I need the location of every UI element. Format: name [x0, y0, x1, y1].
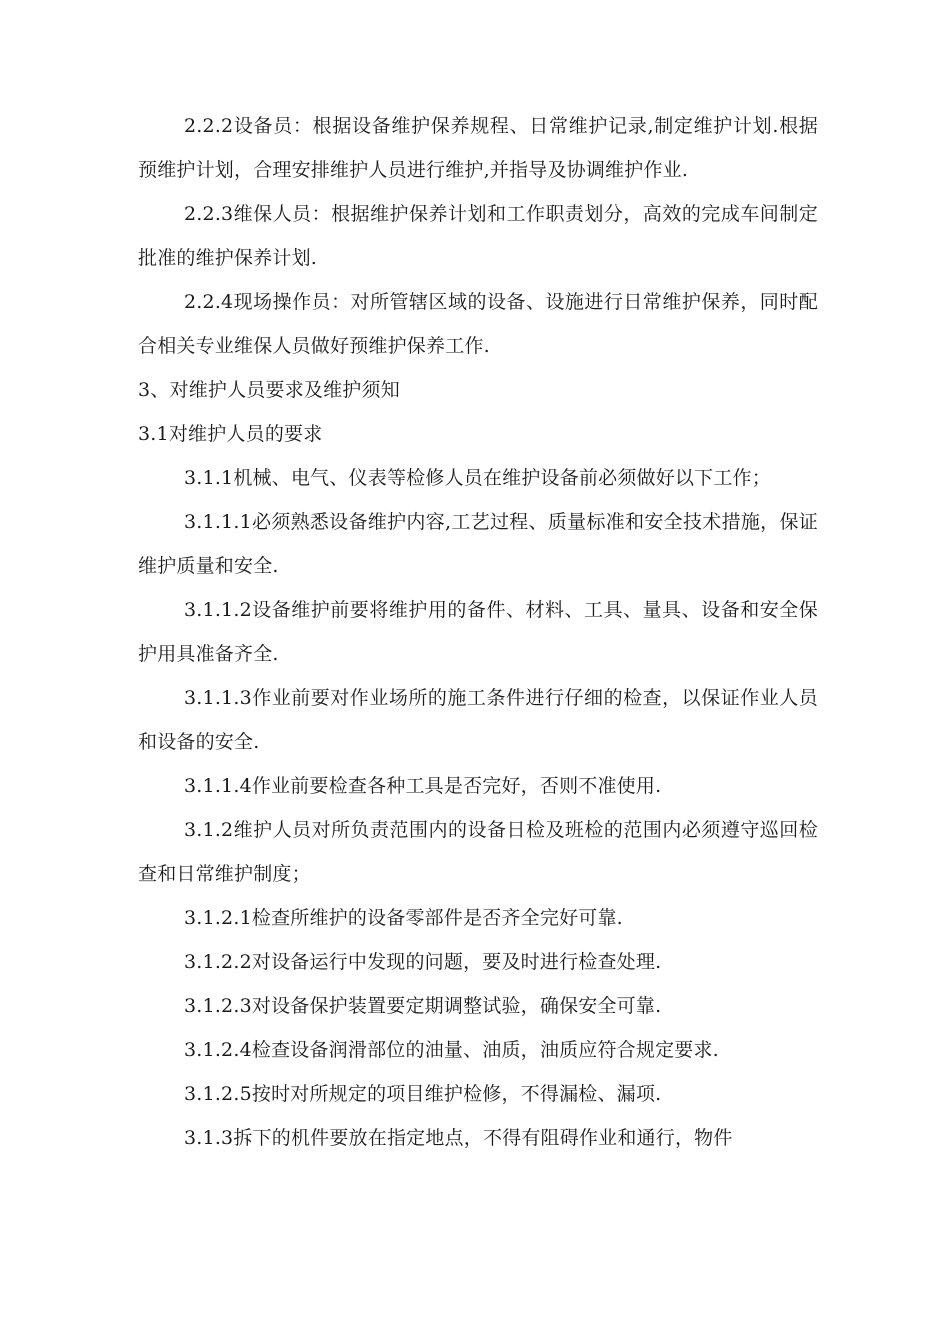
heading-section-3-1: 3.1对维护人员的要求: [138, 423, 323, 445]
document-body: [138, 104, 818, 1160]
paragraph-3-1-2: 3.1.2维护人员对所负责范围内的设备日检及班检的范围内必须遵守巡回检查和日常维护制度；: [138, 819, 818, 885]
paragraph-3-1-1-2: 3.1.1.2设备维护前要将维护用的备件、材料、工具、量具、设备和安全保护用具准备齐全.: [138, 599, 818, 665]
paragraph-3-1-1: 3.1.1机械、电气、仪表等检修人员在维护设备前必须做好以下工作；: [184, 467, 771, 489]
paragraph-3-1-2-3: 3.1.2.3对设备保护装置要定期调整试验，确保安全可靠.: [184, 995, 662, 1017]
paragraph-3-1-1-3: 3.1.1.3作业前要对作业场所的施工条件进行仔细的检查，以保证作业人员和设备的安全.: [138, 687, 818, 753]
heading-section-3: 3、对维护人员要求及维护须知: [138, 379, 400, 401]
paragraph-2-2-2: 2.2.2设备员：根据设备维护保养规程、日常维护记录,制定维护计划.根据预维护计划，合理安排维护人员进行维护,并指导及协调维护作业.: [138, 115, 819, 181]
paragraph-2-2-3: 2.2.3维保人员：根据维护保养计划和工作职责划分，高效的完成车间制定批准的维护保养计划.: [138, 203, 818, 269]
paragraph-3-1-2-4: 3.1.2.4检查设备润滑部位的油量、油质，油质应符合规定要求.: [184, 1039, 719, 1061]
paragraph-3-1-2-5: 3.1.2.5按时对所规定的项目维护检修，不得漏检、漏项.: [184, 1083, 662, 1105]
paragraph-3-1-3: 3.1.3拆下的机件要放在指定地点，不得有阻碍作业和通行，物件: [184, 1127, 733, 1149]
paragraph-3-1-2-1: 3.1.2.1检查所维护的设备零部件是否齐全完好可靠.: [184, 907, 623, 929]
paragraph-3-1-1-4: 3.1.1.4作业前要检查各种工具是否完好，否则不准使用.: [184, 775, 662, 797]
paragraph-3-1-2-2: 3.1.2.2对设备运行中发现的问题，要及时进行检查处理.: [184, 951, 662, 973]
paragraph-3-1-1-1: 3.1.1.1必须熟悉设备维护内容,工艺过程、质量标准和安全技术措施，保证维护质量和安全.: [138, 511, 818, 577]
paragraph-2-2-4: 2.2.4现场操作员：对所管辖区域的设备、设施进行日常维护保养，同时配合相关专业维保人员做好预维护保养工作.: [138, 291, 818, 357]
